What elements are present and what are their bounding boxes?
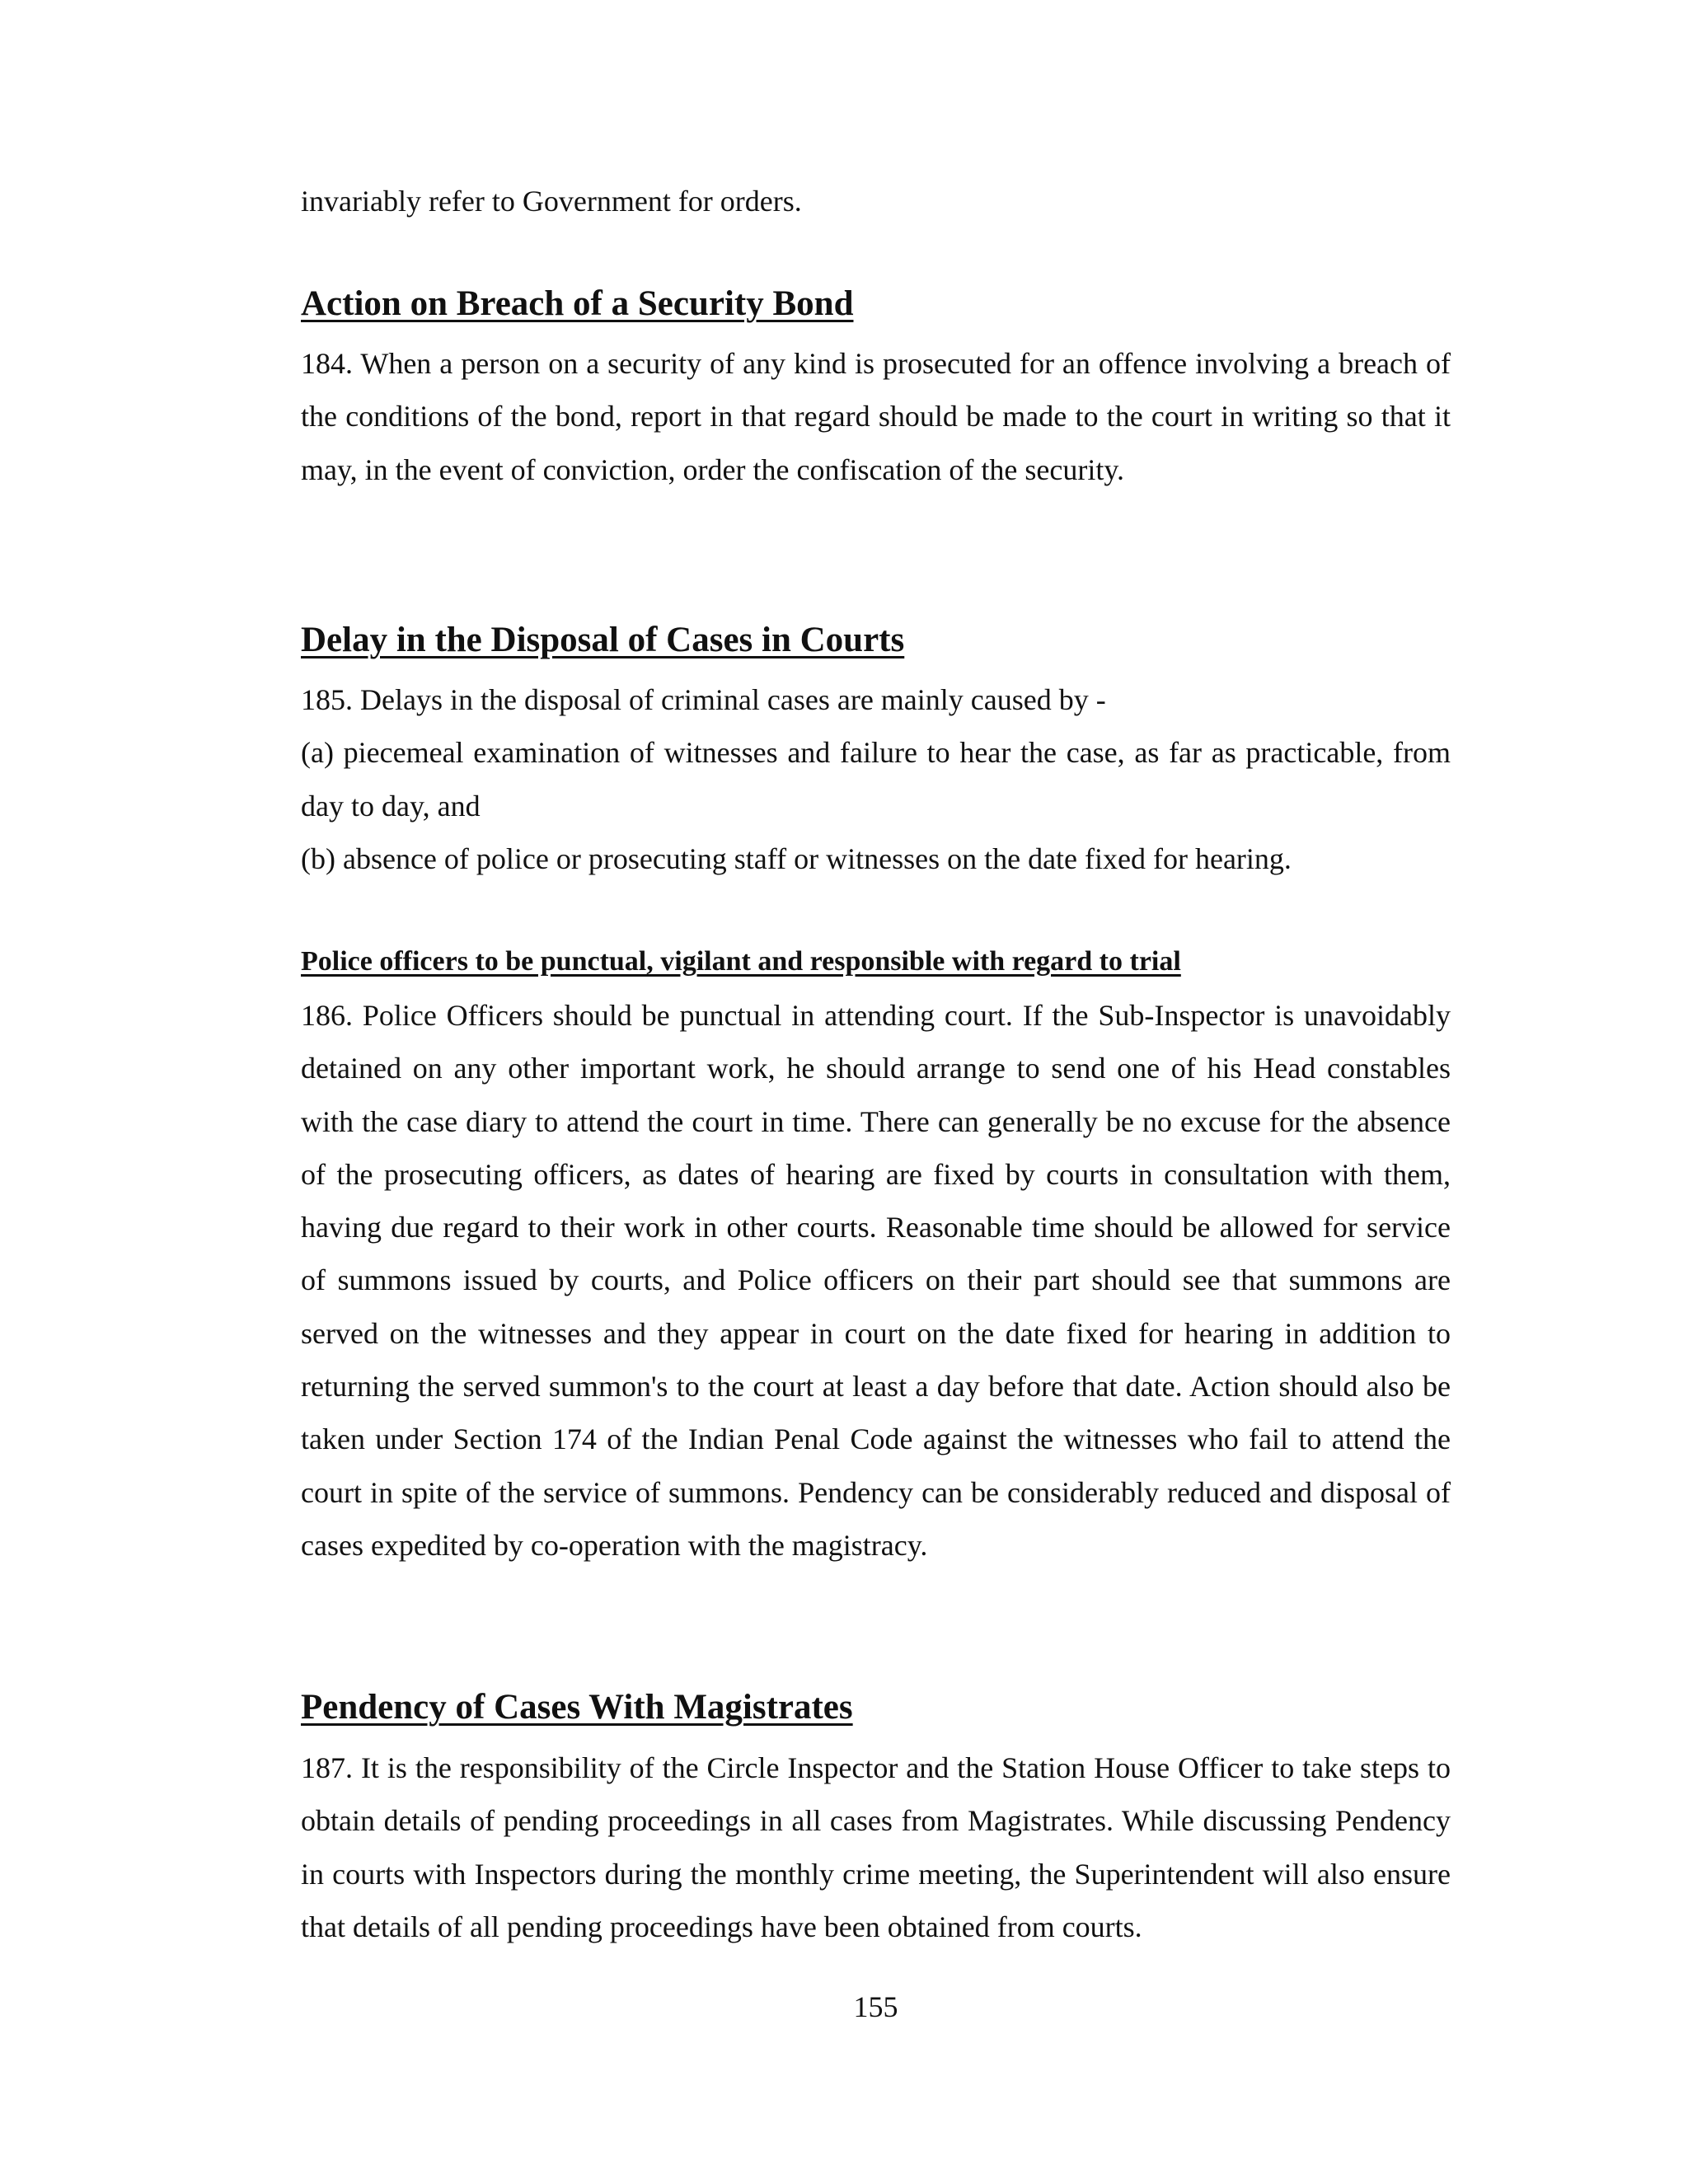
- section-heading-pendency-magistrates: Pendency of Cases With Magistrates: [301, 1688, 853, 1727]
- page-number: 155: [853, 1990, 898, 2023]
- paragraph-185-intro: 185. Delays in the disposal of criminal cases are mainly caused by -: [301, 683, 1106, 716]
- paragraph-185-item-b: (b) absence of police or prosecuting staff or witnesses on the date fixed for hearing.: [301, 841, 1292, 875]
- document-page: [301, 0, 1451, 2184]
- paragraph-186: 186. Police Officers should be punctual in attending court. If the Sub-Inspector is unavoidably detained on any other important work, he should arrange to send one of his Head constables with the case diary to attend the court in time. There can generally be no excuse for the absence of the prosecuting officers, as dates of hearing are fixed by courts in consultation with them, having due regard to their work in other courts. Reasonable time should be allowed for service of summons issued by courts, and Police officers on their part should see that summons are served on the witnesses and they appear in court on the date fixed for hearing in addition to returning the served summon's to the court at least a day before that date. Action should also be taken under Section 174 of the Indian Penal Code against the witnesses who fail to attend the court in spite of the service of summons. Pendency can be considerably reduced and disposal of cases expedited by co-operation with the magistracy.: [301, 999, 1451, 1562]
- paragraph-185-item-a: (a) piecemeal examination of witnesses and failure to hear the case, as far as practicable, from day to day, and: [301, 736, 1451, 823]
- paragraph-185: [301, 673, 1451, 885]
- section-heading-police-punctual: Police officers to be punctual, vigilant and responsible with regard to trial: [301, 946, 1181, 977]
- intro-line: invariably refer to Government for orders.: [301, 185, 802, 218]
- paragraph-184: 184. When a person on a security of any kind is prosecuted for an offence involving a breach of the conditions of the bond, report in that regard should be made to the court in writing so that it may, in the event of conviction, order the confiscation of the security.: [301, 347, 1451, 486]
- section-heading-delay-disposal: Delay in the Disposal of Cases in Courts: [301, 621, 905, 659]
- section-heading-security-bond: Action on Breach of a Security Bond: [301, 284, 854, 323]
- paragraph-187: 187. It is the responsibility of the Circle Inspector and the Station House Officer to take steps to obtain details of pending proceedings in all cases from Magistrates. While discussing Pendency in courts with Inspectors during the monthly crime meeting, the Superintendent will also ensure that details of all pending proceedings have been obtained from courts.: [301, 1751, 1451, 1943]
